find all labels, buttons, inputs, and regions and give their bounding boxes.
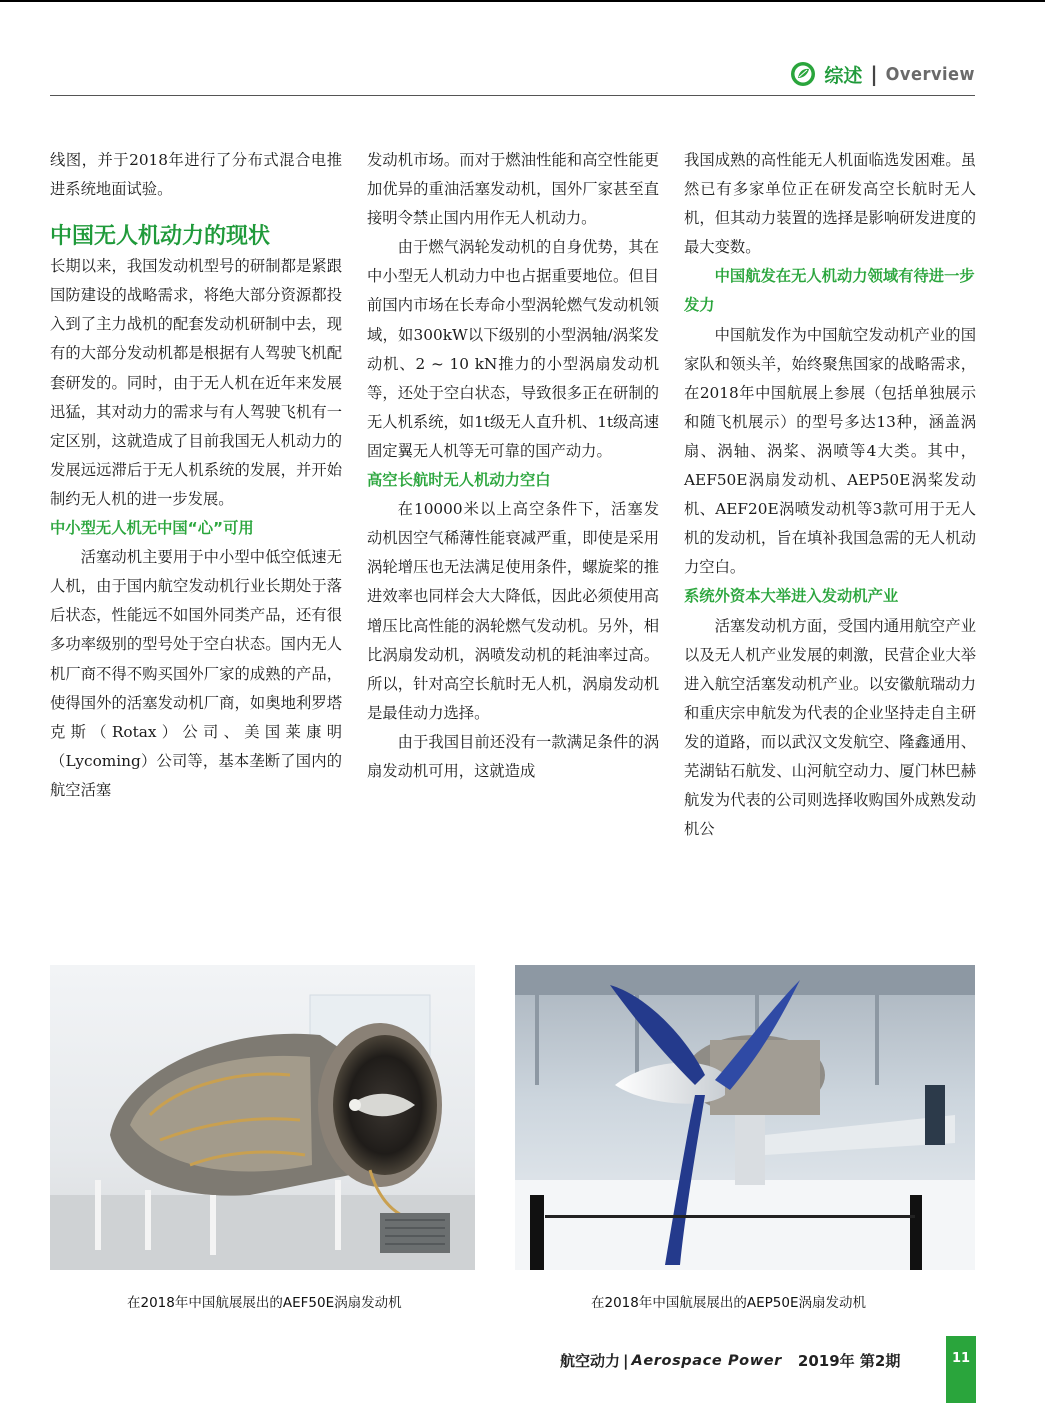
- paragraph: 活塞动机主要用于中小型中低空低速无人机，由于国内航空发动机行业长期处于落后状态，性能远不如国外同类产品，还有很多功率级别的型号处于空白状态。国内无人机厂商不得不购买国外厂家的成熟的产品，使得国外的活塞发动机厂商，如奥地利罗塔克斯（Rotax）公司、美国莱康明（Lycoming）公司等，基本垄断了国内的航空活塞: [50, 548, 342, 799]
- figure-caption: 在2018年中国航展展出的AEF50E涡扇发动机: [127, 1295, 402, 1311]
- journal-name-en: Aerospace Power: [631, 1352, 782, 1369]
- section-title-en: Overview: [885, 63, 975, 85]
- subheading: 中国航发在无人机动力领域有待进一步发力: [684, 267, 975, 315]
- section-heading: 中国无人机动力的现状: [50, 224, 271, 250]
- journal-separator: |: [623, 1351, 629, 1370]
- journal-name-cn: 航空动力: [560, 1352, 621, 1370]
- paragraph: 中国航发作为中国航空发动机产业的国家队和领头羊，始终聚焦国家的战略需求，在2018年中国航展上参展（包括单独展示和随飞机展示）的型号多达13种，涵盖涡扇、涡轴、涡桨、涡喷等4大类。其中，AEF50E涡扇发动机、AEP50E涡桨发动机、AEF20E涡喷发动机等3款可用于无人机的发动机，旨在填补我国急需的无人机动力空白。: [684, 325, 976, 577]
- figure-caption: 在2018年中国航展展出的AEP50E涡扇发动机: [591, 1295, 866, 1311]
- top-rule: [0, 0, 1045, 2]
- paragraph: 我国成熟的高性能无人机面临选发困难。虽然已有多家单位正在研发高空长航时无人机，但其动力装置的选择是影响研发进度的最大变数。: [684, 151, 976, 257]
- paragraph: 在10000米以上高空条件下，活塞发动机因空气稀薄性能衰减严重，即使是采用涡轮增压也无法满足使用条件，螺旋桨的推进效率也同样会大大降低，因此必须使用高增压比高性能的涡轮燃气发动机。另外，相比涡扇发动机，涡喷发动机的耗油率过高。所以，针对高空长航时无人机，涡扇发动机是最佳动力选择。: [367, 500, 659, 722]
- paragraph: 线图，并于2018年进行了分布式混合电推进系统地面试验。: [50, 151, 342, 199]
- header-rule: [50, 95, 975, 96]
- paragraph: 活塞发动机方面，受国内通用航空产业以及无人机产业发展的刺激，民营企业大举进入航空活塞发动机产业。以安徽航瑞动力和重庆宗申航发为代表的企业坚持走自主研发的道路，而以武汉文发航空、隆鑫通用、芜湖钻石航发、山河航空动力、厦门林巴赫航发为代表的公司则选择收购国外成熟发动机公: [684, 616, 976, 839]
- page-footer: [560, 1350, 900, 1371]
- paragraph: 长期以来，我国发动机型号的研制都是紧跟国防建设的战略需求，将绝大部分资源都投入到了主力战机的配套发动机研制中去，现有的大部分发动机都是根据有人驾驶飞机配套研发的。同时，由于无人机在近年来发展迅猛，其对动力的需求与有人驾驶飞机有一定区别，这就造成了目前我国无人机动力的发展远远滞后于无人机系统的发展，并开始制约无人机的进一步发展。: [50, 257, 342, 508]
- subheading: 系统外资本大举进入发动机产业: [684, 587, 899, 606]
- paragraph: 由于我国目前还没有一款满足条件的涡扇发动机可用，这就造成: [367, 732, 659, 780]
- section-title-cn: 综述: [824, 64, 863, 87]
- paragraph: 由于燃气涡轮发动机的自身优势，其在中小型无人机动力中也占据重要地位。但目前国内市场在长寿命小型涡轮燃气发动机领域，如300kW以下级别的小型涡轴/涡桨发动机、2 ~ 10 kN推力的小型涡扇发动机等，还处于空白状态，导致很多正在研制的无人机系统，如1t级无人直升机、1t级高速固定翼无人机等无可靠的国产动力。: [367, 238, 659, 460]
- paragraph: 发动机市场。而对于燃油性能和高空性能更加优异的重油活塞发动机，国外厂家甚至直接明令禁止国内用作无人机动力。: [367, 151, 659, 228]
- turbofan-engine-photo: [50, 965, 475, 1270]
- issue-label: 2019年 第2期: [797, 1352, 901, 1370]
- leaf-emblem-icon: [790, 61, 816, 87]
- turboprop-engine-photo: [515, 965, 975, 1270]
- subheading: 中小型无人机无中国“心”可用: [50, 519, 254, 538]
- text-column-1: [50, 146, 342, 805]
- subheading: 高空长航时无人机动力空白: [367, 471, 551, 490]
- section-separator: |: [870, 62, 878, 86]
- section-header: [790, 60, 975, 88]
- page-number: 11: [946, 1336, 976, 1403]
- text-column-3: [684, 146, 976, 844]
- text-column-2: [367, 146, 659, 786]
